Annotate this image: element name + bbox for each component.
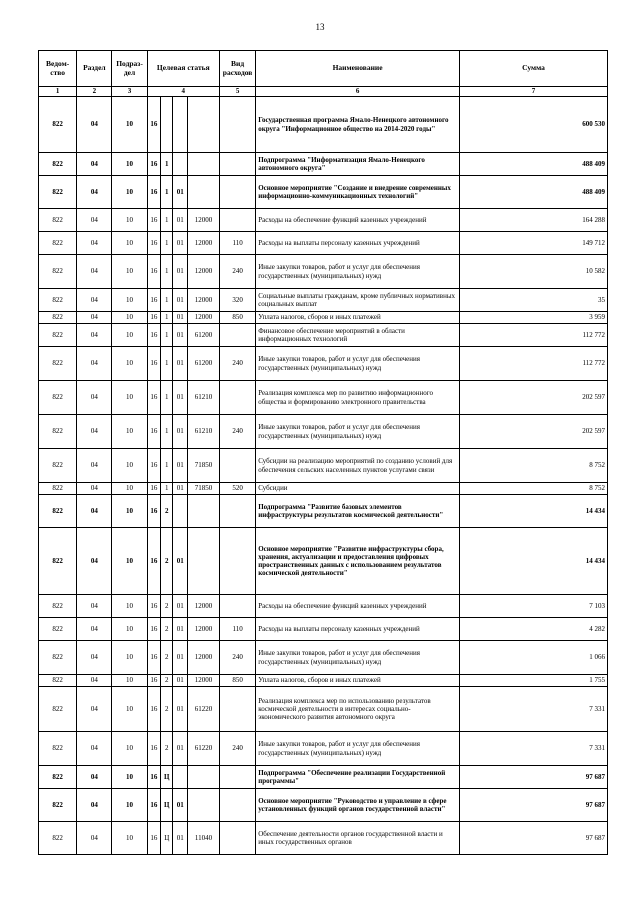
cell-name: Расходы на обеспечение функций казенных учреждений [256,595,460,618]
cell-target-event: 01 [173,822,187,855]
cell-target-subprogram: 1 [161,232,173,255]
cell-target-event: 01 [173,255,187,289]
col-index: 3 [112,87,147,97]
cell-target-event: 01 [173,176,187,209]
cell-section: 04 [77,209,112,232]
cell-name: Обеспечение деятельности органов государственной власти и иных государственных органов [256,822,460,855]
cell-target-subprogram: 1 [161,289,173,312]
cell-section: 04 [77,595,112,618]
cell-ministry: 822 [39,641,77,675]
cell-target-direction: 12000 [187,255,219,289]
col-index: 6 [256,87,460,97]
cell-section: 04 [77,732,112,766]
cell-target-program: 16 [147,347,160,381]
cell-sum: 112 772 [459,347,607,381]
cell-subsection: 10 [112,732,147,766]
cell-target-event: 01 [173,381,187,415]
cell-ministry: 822 [39,732,77,766]
cell-target-direction [187,495,219,528]
cell-target-event: 01 [173,289,187,312]
cell-sum: 35 [459,289,607,312]
table-row [39,789,608,822]
cell-expense-type: 110 [219,232,255,255]
cell-subsection: 10 [112,675,147,687]
cell-expense-type: 240 [219,255,255,289]
cell-subsection: 10 [112,822,147,855]
cell-subsection: 10 [112,595,147,618]
cell-target-direction: 61220 [187,732,219,766]
cell-subsection: 10 [112,766,147,789]
cell-section: 04 [77,289,112,312]
table-row [39,381,608,415]
cell-subsection: 10 [112,381,147,415]
cell-sum: 4 282 [459,618,607,641]
cell-target-event: 01 [173,483,187,495]
cell-sum: 7 331 [459,732,607,766]
cell-name: Иные закупки товаров, работ и услуг для обеспечения государственных (муниципальных) нужд [256,732,460,766]
cell-target-event: 01 [173,528,187,595]
cell-ministry: 822 [39,97,77,153]
cell-name: Иные закупки товаров, работ и услуг для обеспечения государственных (муниципальных) нужд [256,415,460,449]
table-row [39,618,608,641]
cell-target-subprogram: 2 [161,732,173,766]
cell-name: Подпрограмма "Обеспечение реализации Государственной программы" [256,766,460,789]
cell-sum: 202 597 [459,415,607,449]
cell-subsection: 10 [112,289,147,312]
cell-target-program: 16 [147,255,160,289]
cell-ministry: 822 [39,687,77,732]
cell-target-direction: 12000 [187,209,219,232]
col-header-target: Целевая статья [147,51,219,87]
cell-target-program: 16 [147,324,160,347]
table-row [39,528,608,595]
cell-section: 04 [77,153,112,176]
cell-expense-type [219,595,255,618]
cell-target-event: 01 [173,347,187,381]
cell-target-program: 16 [147,483,160,495]
cell-target-program: 16 [147,495,160,528]
cell-target-event [173,153,187,176]
cell-subsection: 10 [112,97,147,153]
cell-target-direction: 12000 [187,675,219,687]
cell-target-event: 01 [173,415,187,449]
cell-target-event: 01 [173,209,187,232]
cell-target-event: 01 [173,595,187,618]
cell-target-event: 01 [173,312,187,324]
table-row [39,732,608,766]
cell-expense-type: 240 [219,415,255,449]
cell-target-direction: 71850 [187,483,219,495]
cell-expense-type: 320 [219,289,255,312]
col-index: 5 [219,87,255,97]
cell-expense-type [219,766,255,789]
cell-target-subprogram: 1 [161,381,173,415]
cell-target-subprogram: 1 [161,255,173,289]
cell-target-direction: 12000 [187,618,219,641]
cell-section: 04 [77,675,112,687]
cell-expense-type [219,381,255,415]
cell-target-event: 01 [173,687,187,732]
cell-section: 04 [77,449,112,483]
cell-sum: 7 331 [459,687,607,732]
cell-section: 04 [77,255,112,289]
cell-subsection: 10 [112,415,147,449]
cell-target-program: 16 [147,766,160,789]
cell-section: 04 [77,495,112,528]
cell-sum: 202 597 [459,381,607,415]
col-header-expense-type: Вид расходов [219,51,255,87]
cell-ministry: 822 [39,312,77,324]
cell-ministry: 822 [39,381,77,415]
cell-expense-type: 240 [219,641,255,675]
col-header-name: Наименование [256,51,460,87]
cell-target-direction: 61200 [187,324,219,347]
col-header-subsection: Подраз-дел [112,51,147,87]
cell-section: 04 [77,97,112,153]
table-row [39,641,608,675]
cell-ministry: 822 [39,495,77,528]
table-row [39,97,608,153]
col-index: 7 [459,87,607,97]
cell-section: 04 [77,381,112,415]
cell-expense-type [219,528,255,595]
cell-target-program: 16 [147,381,160,415]
cell-ministry: 822 [39,449,77,483]
cell-target-subprogram: 1 [161,449,173,483]
header-row [39,51,608,87]
cell-expense-type [219,495,255,528]
cell-sum: 3 959 [459,312,607,324]
cell-target-program: 16 [147,822,160,855]
cell-subsection: 10 [112,641,147,675]
cell-name: Расходы на обеспечение функций казенных учреждений [256,209,460,232]
cell-section: 04 [77,766,112,789]
cell-target-event: 01 [173,232,187,255]
cell-sum: 14 434 [459,528,607,595]
cell-subsection: 10 [112,528,147,595]
cell-target-subprogram: 1 [161,176,173,209]
cell-subsection: 10 [112,324,147,347]
cell-sum: 164 288 [459,209,607,232]
table-row [39,312,608,324]
cell-sum: 1 066 [459,641,607,675]
table-row [39,209,608,232]
table-row [39,595,608,618]
cell-section: 04 [77,641,112,675]
cell-section: 04 [77,687,112,732]
cell-name: Финансовое обеспечение мероприятий в области информационных технологий [256,324,460,347]
budget-rows [39,97,608,855]
cell-ministry: 822 [39,153,77,176]
cell-target-direction: 61220 [187,687,219,732]
cell-name: Государственная программа Ямало-Ненецкого автономного округа "Информационное общество на 2014-2020 годы" [256,97,460,153]
cell-target-direction [187,153,219,176]
cell-name: Основное мероприятие "Руководство и управление в сфере установленных функций органов государственной власти" [256,789,460,822]
cell-section: 04 [77,528,112,595]
cell-sum: 488 409 [459,176,607,209]
cell-ministry: 822 [39,209,77,232]
cell-target-program: 16 [147,415,160,449]
cell-target-program: 16 [147,312,160,324]
cell-target-direction [187,789,219,822]
cell-target-event [173,766,187,789]
cell-target-direction: 12000 [187,312,219,324]
cell-target-direction: 61210 [187,415,219,449]
cell-section: 04 [77,232,112,255]
cell-section: 04 [77,312,112,324]
col-index: 1 [39,87,77,97]
cell-section: 04 [77,618,112,641]
cell-target-subprogram: 2 [161,495,173,528]
cell-subsection: 10 [112,789,147,822]
cell-sum: 8 752 [459,483,607,495]
cell-expense-type: 110 [219,618,255,641]
cell-ministry: 822 [39,528,77,595]
cell-target-subprogram: 2 [161,641,173,675]
table-row [39,176,608,209]
table-row [39,766,608,789]
cell-subsection: 10 [112,495,147,528]
cell-ministry: 822 [39,255,77,289]
cell-target-direction: 12000 [187,595,219,618]
cell-sum: 8 752 [459,449,607,483]
cell-sum: 1 755 [459,675,607,687]
cell-name: Подпрограмма "Информатизация Ямало-Ненецкого автономного округа" [256,153,460,176]
cell-target-direction [187,176,219,209]
cell-expense-type: 850 [219,675,255,687]
cell-target-subprogram: 1 [161,209,173,232]
cell-target-subprogram: 1 [161,312,173,324]
cell-target-program: 16 [147,209,160,232]
cell-sum: 600 530 [459,97,607,153]
cell-name: Расходы на выплаты персоналу казенных учреждений [256,232,460,255]
cell-ministry: 822 [39,415,77,449]
cell-target-program: 16 [147,732,160,766]
table-row [39,675,608,687]
table-row [39,232,608,255]
budget-table [38,50,608,855]
cell-ministry: 822 [39,347,77,381]
cell-target-direction [187,766,219,789]
cell-ministry: 822 [39,289,77,312]
col-header-sum: Сумма [459,51,607,87]
cell-target-program: 16 [147,232,160,255]
cell-sum: 112 772 [459,324,607,347]
table-row [39,289,608,312]
cell-target-direction: 61200 [187,347,219,381]
table-row [39,347,608,381]
cell-name: Субсидии [256,483,460,495]
cell-expense-type [219,822,255,855]
cell-expense-type: 240 [219,732,255,766]
cell-ministry: 822 [39,618,77,641]
cell-target-subprogram: 2 [161,595,173,618]
cell-name: Иные закупки товаров, работ и услуг для обеспечения государственных (муниципальных) нужд [256,347,460,381]
cell-subsection: 10 [112,483,147,495]
cell-ministry: 822 [39,675,77,687]
cell-target-program: 16 [147,176,160,209]
cell-name: Реализация комплекса мер по использованию результатов космической деятельности в интересах социально-экономического развития автономного округа [256,687,460,732]
cell-target-event: 01 [173,618,187,641]
cell-section: 04 [77,176,112,209]
cell-target-subprogram: 2 [161,618,173,641]
cell-sum: 14 434 [459,495,607,528]
cell-sum: 149 712 [459,232,607,255]
cell-ministry: 822 [39,232,77,255]
cell-target-direction [187,97,219,153]
cell-ministry: 822 [39,766,77,789]
cell-subsection: 10 [112,176,147,209]
cell-sum: 7 103 [459,595,607,618]
cell-subsection: 10 [112,153,147,176]
cell-section: 04 [77,789,112,822]
cell-target-subprogram: 1 [161,153,173,176]
table-row [39,415,608,449]
cell-target-subprogram: Ц [161,822,173,855]
cell-subsection: 10 [112,232,147,255]
table-row [39,255,608,289]
cell-sum: 488 409 [459,153,607,176]
cell-target-program: 16 [147,97,160,153]
cell-expense-type: 520 [219,483,255,495]
cell-expense-type [219,789,255,822]
cell-subsection: 10 [112,618,147,641]
cell-target-subprogram: Ц [161,789,173,822]
cell-target-program: 16 [147,687,160,732]
cell-expense-type [219,176,255,209]
table-row [39,687,608,732]
cell-subsection: 10 [112,347,147,381]
cell-target-program: 16 [147,595,160,618]
cell-target-program: 16 [147,289,160,312]
cell-subsection: 10 [112,255,147,289]
cell-name: Реализация комплекса мер по развитию информационного общества и формированию электронного правительства [256,381,460,415]
cell-target-event [173,97,187,153]
cell-section: 04 [77,822,112,855]
cell-target-program: 16 [147,789,160,822]
cell-section: 04 [77,347,112,381]
col-index: 2 [77,87,112,97]
cell-name: Основное мероприятие "Развитие инфраструктуры сбора, хранения, актуализации и предоставления цифровых пространственных данных с использованием результатов космической деятельности" [256,528,460,595]
table-row [39,153,608,176]
cell-target-subprogram: 1 [161,347,173,381]
cell-target-program: 16 [147,449,160,483]
cell-sum: 97 687 [459,766,607,789]
cell-ministry: 822 [39,483,77,495]
cell-target-subprogram: Ц [161,766,173,789]
col-header-ministry: Ведом-ство [39,51,77,87]
cell-target-event: 01 [173,675,187,687]
cell-expense-type [219,324,255,347]
cell-name: Субсидии на реализацию мероприятий по созданию условий для обеспечения сельских населенных пунктов услугами связи [256,449,460,483]
cell-ministry: 822 [39,822,77,855]
cell-expense-type [219,449,255,483]
cell-target-event [173,495,187,528]
cell-target-subprogram: 1 [161,324,173,347]
cell-ministry: 822 [39,324,77,347]
cell-target-program: 16 [147,641,160,675]
cell-target-subprogram: 1 [161,483,173,495]
cell-sum: 97 687 [459,789,607,822]
cell-sum: 10 582 [459,255,607,289]
cell-name: Расходы на выплаты персоналу казенных учреждений [256,618,460,641]
table-row [39,483,608,495]
cell-target-direction: 12000 [187,289,219,312]
cell-target-direction: 12000 [187,641,219,675]
cell-name: Основное мероприятие "Создание и внедрение современных информационно-коммуникационных технологий" [256,176,460,209]
cell-name: Подпрограмма "Развитие базовых элементов инфраструктуры результатов космической деятельности" [256,495,460,528]
cell-expense-type: 850 [219,312,255,324]
cell-target-event: 01 [173,641,187,675]
cell-section: 04 [77,415,112,449]
cell-ministry: 822 [39,595,77,618]
cell-target-event: 01 [173,449,187,483]
col-index: 4 [147,87,219,97]
cell-target-direction [187,528,219,595]
cell-subsection: 10 [112,687,147,732]
page-number: 13 [315,22,325,32]
cell-target-event: 01 [173,789,187,822]
cell-target-direction: 71850 [187,449,219,483]
cell-target-subprogram: 2 [161,528,173,595]
cell-name: Иные закупки товаров, работ и услуг для обеспечения государственных (муниципальных) нужд [256,641,460,675]
cell-expense-type [219,687,255,732]
cell-sum: 97 687 [459,822,607,855]
cell-target-event: 01 [173,324,187,347]
cell-section: 04 [77,324,112,347]
cell-expense-type [219,209,255,232]
cell-expense-type [219,153,255,176]
cell-target-subprogram: 2 [161,687,173,732]
table-row [39,449,608,483]
cell-target-program: 16 [147,675,160,687]
cell-subsection: 10 [112,312,147,324]
cell-target-subprogram [161,97,173,153]
cell-target-subprogram: 2 [161,675,173,687]
column-index-row [39,87,608,97]
table-row [39,822,608,855]
cell-name: Иные закупки товаров, работ и услуг для обеспечения государственных (муниципальных) нужд [256,255,460,289]
cell-target-event: 01 [173,732,187,766]
cell-target-program: 16 [147,618,160,641]
cell-target-program: 16 [147,153,160,176]
cell-expense-type [219,97,255,153]
cell-expense-type: 240 [219,347,255,381]
cell-ministry: 822 [39,789,77,822]
cell-name: Уплата налогов, сборов и иных платежей [256,675,460,687]
cell-section: 04 [77,483,112,495]
col-header-section: Раздел [77,51,112,87]
cell-name: Уплата налогов, сборов и иных платежей [256,312,460,324]
cell-name: Социальные выплаты гражданам, кроме публичных нормативных социальных выплат [256,289,460,312]
cell-target-direction: 11040 [187,822,219,855]
table-row [39,324,608,347]
cell-target-program: 16 [147,528,160,595]
cell-target-subprogram: 1 [161,415,173,449]
cell-subsection: 10 [112,209,147,232]
cell-subsection: 10 [112,449,147,483]
cell-target-direction: 12000 [187,232,219,255]
cell-ministry: 822 [39,176,77,209]
cell-target-direction: 61210 [187,381,219,415]
table-row [39,495,608,528]
